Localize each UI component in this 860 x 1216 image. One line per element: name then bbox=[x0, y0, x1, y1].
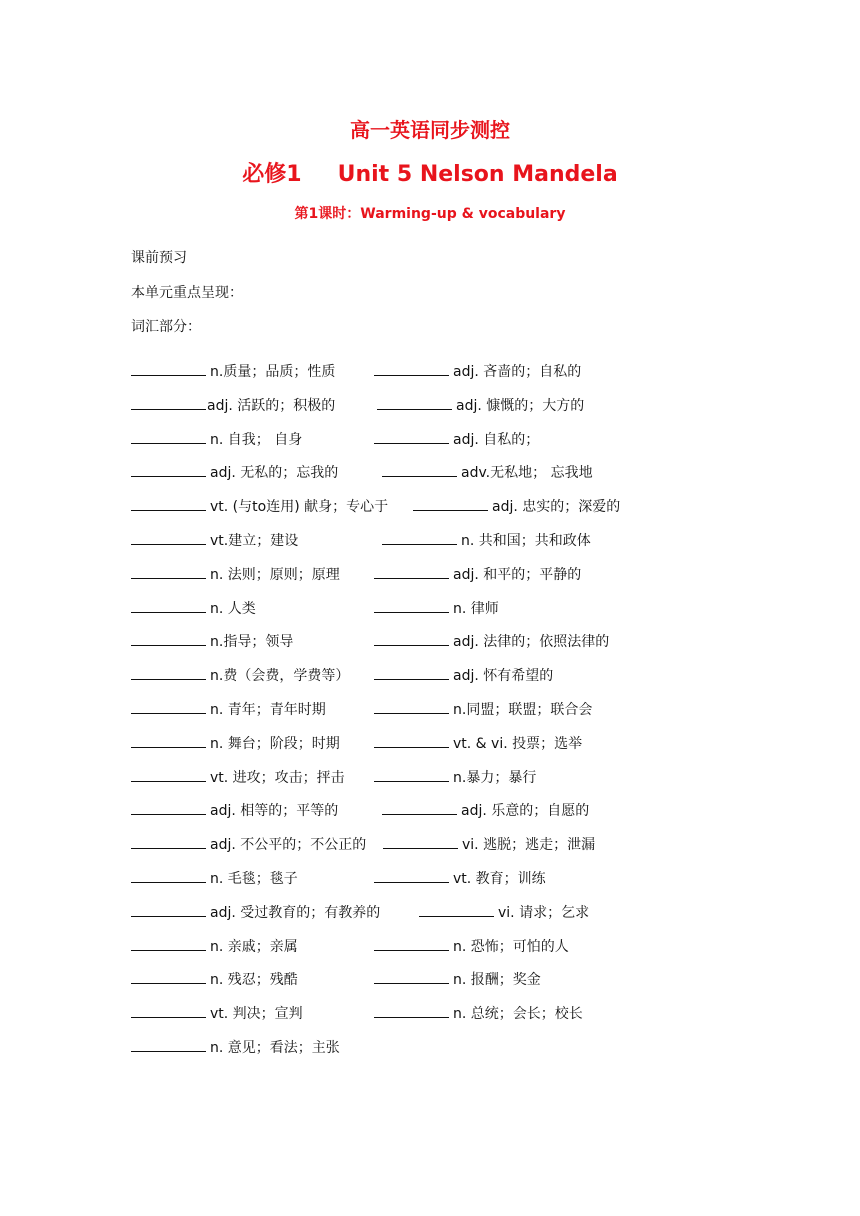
answer-blank[interactable] bbox=[131, 496, 206, 511]
vocab-row bbox=[131, 665, 731, 699]
answer-blank[interactable] bbox=[382, 800, 457, 815]
vocab-entry bbox=[377, 395, 584, 415]
answer-blank[interactable] bbox=[131, 834, 206, 849]
vocab-row bbox=[131, 969, 731, 1003]
vocab-entry bbox=[374, 598, 499, 618]
answer-blank[interactable] bbox=[131, 564, 206, 579]
vocab-definition: vi. 请求；乞求 bbox=[498, 904, 590, 921]
vocab-definition: n. 恐怖；可怕的人 bbox=[453, 938, 569, 955]
vocab-definition: adj. 慷慨的；大方的 bbox=[456, 397, 585, 414]
document-title: 高一英语同步测控 bbox=[350, 118, 510, 142]
answer-blank[interactable] bbox=[374, 361, 449, 376]
vocab-row bbox=[131, 936, 731, 970]
answer-blank[interactable] bbox=[377, 395, 452, 410]
vocab-definition: adv.无私地； 忘我地 bbox=[461, 465, 593, 482]
answer-blank[interactable] bbox=[413, 496, 488, 511]
vocab-entry bbox=[131, 631, 293, 651]
vocab-entry bbox=[131, 936, 298, 956]
answer-blank[interactable] bbox=[131, 699, 206, 714]
answer-blank[interactable] bbox=[374, 767, 449, 782]
vocab-entry bbox=[413, 496, 620, 516]
vocab-entry bbox=[131, 1003, 303, 1023]
vocab-entry bbox=[382, 800, 589, 820]
answer-blank[interactable] bbox=[131, 665, 206, 680]
vocab-entry bbox=[131, 834, 366, 854]
vocab-entry bbox=[374, 631, 609, 651]
vocab-row bbox=[131, 767, 731, 801]
answer-blank[interactable] bbox=[131, 631, 206, 646]
vocab-row bbox=[131, 1003, 731, 1037]
vocab-row bbox=[131, 429, 731, 463]
answer-blank[interactable] bbox=[131, 733, 206, 748]
vocab-definition: n. 律师 bbox=[453, 600, 499, 617]
vocab-entry bbox=[131, 868, 298, 888]
vocab-row bbox=[131, 598, 731, 632]
answer-blank[interactable] bbox=[419, 902, 494, 917]
vocab-definition: n. 亲戚；亲属 bbox=[210, 938, 298, 955]
answer-blank[interactable] bbox=[131, 936, 206, 951]
vocab-definition: n. 残忍；残酷 bbox=[210, 972, 298, 989]
answer-blank[interactable] bbox=[374, 868, 449, 883]
vocab-entry bbox=[131, 564, 340, 584]
vocab-definition: adj. 受过教育的；有教养的 bbox=[210, 904, 381, 921]
vocab-entry bbox=[131, 902, 380, 922]
vocab-entry bbox=[382, 462, 593, 482]
answer-blank[interactable] bbox=[131, 767, 206, 782]
answer-blank[interactable] bbox=[131, 530, 206, 545]
vocab-entry bbox=[131, 395, 335, 415]
vocab-definition: adj. 和平的；平静的 bbox=[453, 566, 582, 583]
vocab-definition: adj. 不公平的；不公正的 bbox=[210, 837, 367, 854]
vocab-row bbox=[131, 496, 731, 530]
vocab-definition: adj. 相等的；平等的 bbox=[210, 803, 339, 820]
unit-heading bbox=[0, 157, 860, 188]
vocab-entry bbox=[131, 530, 298, 550]
vocab-row bbox=[131, 800, 731, 834]
vocab-entry bbox=[383, 834, 595, 854]
vocab-definition: adj. 怀有希望的 bbox=[453, 668, 554, 685]
vocab-row bbox=[131, 902, 731, 936]
vocab-entry bbox=[131, 969, 298, 989]
answer-blank[interactable] bbox=[131, 395, 206, 410]
vocab-definition: vi. 逃脱；逃走；泄漏 bbox=[462, 837, 596, 854]
vocab-definition: n. 青年；青年时期 bbox=[210, 701, 326, 718]
vocab-entry bbox=[131, 1037, 340, 1057]
answer-blank[interactable] bbox=[131, 598, 206, 613]
answer-blank[interactable] bbox=[131, 429, 206, 444]
vocab-entry bbox=[131, 598, 256, 618]
answer-blank[interactable] bbox=[131, 361, 206, 376]
vocab-entry bbox=[374, 767, 536, 787]
answer-blank[interactable] bbox=[131, 969, 206, 984]
vocab-row bbox=[131, 868, 731, 902]
vocab-definition: n.暴力；暴行 bbox=[453, 769, 537, 786]
answer-blank[interactable] bbox=[131, 800, 206, 815]
answer-blank[interactable] bbox=[131, 1037, 206, 1052]
answer-blank[interactable] bbox=[131, 462, 206, 477]
answer-blank[interactable] bbox=[374, 665, 449, 680]
vocab-row bbox=[131, 462, 731, 496]
vocab-row bbox=[131, 699, 731, 733]
lesson-heading: 第1课时：Warming-up & vocabulary bbox=[294, 206, 566, 222]
vocab-definition: adj. 忠实的；深爱的 bbox=[492, 499, 621, 516]
answer-blank[interactable] bbox=[382, 462, 457, 477]
vocab-row bbox=[131, 1037, 731, 1071]
answer-blank[interactable] bbox=[131, 902, 206, 917]
vocab-entry bbox=[382, 530, 591, 550]
vocab-entry bbox=[131, 699, 326, 719]
answer-blank[interactable] bbox=[131, 1003, 206, 1018]
vocab-entry bbox=[374, 969, 541, 989]
vocab-definition: vt.建立；建设 bbox=[210, 532, 299, 549]
vocab-definition: adj. 吝啬的；自私的 bbox=[453, 364, 582, 380]
answer-blank[interactable] bbox=[374, 429, 449, 444]
vocab-row bbox=[131, 564, 731, 598]
vocab-row bbox=[131, 395, 731, 429]
vocab-definition: adj. 无私的；忘我的 bbox=[210, 465, 339, 482]
vocab-entry bbox=[131, 462, 338, 482]
vocab-entry bbox=[374, 361, 581, 381]
vocab-row bbox=[131, 530, 731, 564]
vocab-row bbox=[131, 733, 731, 767]
vocab-definition: vt. 教育；训练 bbox=[453, 870, 546, 887]
vocab-entry bbox=[131, 800, 338, 820]
vocab-entry bbox=[131, 361, 335, 381]
vocab-entry bbox=[131, 429, 302, 449]
answer-blank[interactable] bbox=[374, 564, 449, 579]
vocab-definition: n.同盟；联盟；联合会 bbox=[453, 701, 593, 718]
answer-blank[interactable] bbox=[374, 598, 449, 613]
answer-blank[interactable] bbox=[374, 936, 449, 951]
vocab-entry bbox=[131, 767, 345, 787]
vocab-definition: n. 总统；会长；校长 bbox=[453, 1006, 583, 1023]
vocab-definition: vt. 进攻；攻击；抨击 bbox=[210, 769, 345, 786]
vocab-entry bbox=[374, 868, 546, 888]
vocab-definition: n.质量；品质；性质 bbox=[210, 364, 336, 380]
answer-blank[interactable] bbox=[374, 1003, 449, 1018]
vocab-definition: n.费（会费，学费等） bbox=[210, 668, 350, 685]
vocab-definition: vt. 判决；宣判 bbox=[210, 1006, 303, 1023]
answer-blank[interactable] bbox=[374, 699, 449, 714]
vocabulary-list bbox=[131, 361, 731, 1071]
vocab-definition: n. 自我； 自身 bbox=[210, 431, 303, 448]
module-label: 必修1 bbox=[242, 162, 302, 187]
answer-blank[interactable] bbox=[374, 733, 449, 748]
vocab-entry bbox=[374, 564, 581, 584]
vocab-entry bbox=[131, 496, 388, 516]
vocab-entry bbox=[374, 699, 592, 719]
vocab-row bbox=[131, 631, 731, 665]
vocab-entry bbox=[131, 665, 349, 685]
vocab-definition: n. 共和国；共和政体 bbox=[461, 532, 591, 549]
vocab-definition: vt. & vi. 投票；选举 bbox=[453, 735, 583, 752]
answer-blank[interactable] bbox=[374, 969, 449, 984]
preview-heading: 课前预习 bbox=[131, 250, 187, 266]
vocab-definition: n. 毛毯；毯子 bbox=[210, 870, 298, 887]
vocab-entry bbox=[374, 936, 569, 956]
vocabulary-heading: 词汇部分： bbox=[131, 319, 201, 335]
vocab-entry bbox=[419, 902, 589, 922]
unit-title: Unit 5 Nelson Mandela bbox=[337, 162, 618, 187]
vocab-definition: n. 舞台；阶段；时期 bbox=[210, 735, 340, 752]
vocab-definition: n.指导；领导 bbox=[210, 634, 294, 651]
vocab-row bbox=[131, 834, 731, 868]
answer-blank[interactable] bbox=[382, 530, 457, 545]
vocab-entry bbox=[374, 1003, 583, 1023]
vocab-definition: adj. 乐意的；自愿的 bbox=[461, 803, 590, 820]
vocab-definition: vt. (与to连用) 献身；专心于 bbox=[210, 499, 389, 516]
vocab-definition: n. 人类 bbox=[210, 600, 256, 617]
vocab-row bbox=[131, 361, 731, 395]
answer-blank[interactable] bbox=[374, 631, 449, 646]
key-points-heading: 本单元重点呈现： bbox=[131, 285, 243, 301]
answer-blank[interactable] bbox=[383, 834, 458, 849]
answer-blank[interactable] bbox=[131, 868, 206, 883]
vocab-definition: n. 法则；原则；原理 bbox=[210, 566, 340, 583]
vocab-definition: adj. 活跃的；积极的 bbox=[207, 397, 336, 414]
vocab-definition: n. 意见；看法；主张 bbox=[210, 1039, 340, 1056]
vocab-definition: n. 报酬；奖金 bbox=[453, 972, 541, 989]
vocab-entry bbox=[131, 733, 340, 753]
vocab-definition: adj. 自私的； bbox=[453, 431, 540, 448]
vocab-entry bbox=[374, 429, 539, 449]
vocab-entry bbox=[374, 733, 582, 753]
vocab-definition: adj. 法律的；依照法律的 bbox=[453, 634, 610, 651]
vocab-entry bbox=[374, 665, 553, 685]
